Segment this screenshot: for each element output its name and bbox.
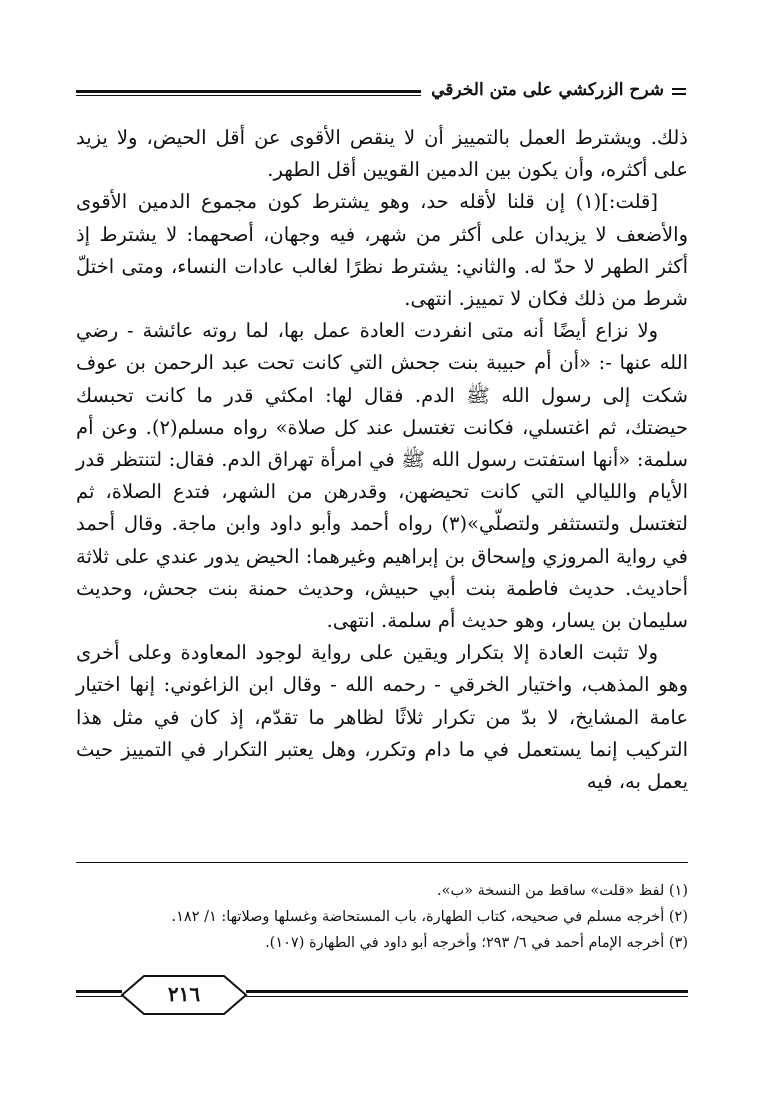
page-number-rule-left-thin — [76, 996, 122, 997]
paragraph: [قلت:](١) إن قلنا لأقله حد، وهو يشترط كون مجموع الدمين الأقوى والأضعف لا يزيدان على أكثر من شهر، فيه وجهان، أصحهما: لا يشترط إذ أكثر الطهر لا حدّ له. والثاني: يشترط نظرًا لغالب عادات النساء، ومتى اختلّ شرط من ذلك فكان لا تمييز. انتهى. — [76, 190, 688, 311]
header-rule — [76, 90, 421, 96]
footnote-separator — [76, 862, 688, 863]
page-number-rule-left — [76, 990, 122, 993]
footnote: (٣) أخرجه الإمام أحمد في ٦/ ٢٩٣؛ وأخرجه أبو داود في الطهارة (١٠٧). — [265, 935, 688, 951]
header-mark — [672, 88, 686, 95]
running-header — [76, 80, 686, 112]
header-title: شرح الزركشي على متن الخرقي — [431, 80, 664, 100]
page-number: ٢١٦ — [167, 982, 201, 1006]
page-number-frame — [120, 974, 248, 1016]
page-number-rule-right-thin — [246, 996, 688, 997]
paragraph: ذلك. ويشترط العمل بالتمييز أن لا ينقص الأقوى عن أقل الحيض، ولا يزيد على أكثره، وأن يكون بين الدمين القويين أقل الطهر. — [76, 126, 688, 182]
footnote: (١) لفظ «قلت» ساقط من النسخة «ب». — [437, 883, 688, 899]
page-number-rule-right — [246, 990, 688, 993]
body-text — [76, 122, 688, 798]
paragraph: ولا نزاع أيضًا أنه متى انفردت العادة عمل بها، لما روته عائشة - رضي الله عنها -: «أن أم حبيبة بنت جحش التي كانت تحت عبد الرحمن بن عوف شكت إلى رسول الله ﷺ الدم. فقال لها: امكثي قدر ما كانت تحبسك حيضتك، ثم اغتسلي، فكانت تغتسل عند كل صلاة» رواه مسلم(٢). وعن أم سلمة: «أنها استفتت رسول الله ﷺ في امرأة تهراق الدم. فقال: لتنتظر قدر الأيام والليالي التي كانت تحيضهن، وقدرهن من الشهر، فتدع الصلاة، ثم لتغتسل ولتستثفر ولتصلّي»(٣) رواه أحمد وأبو داود وابن ماجة. وقال أحمد في رواية المروزي وإسحاق بن إبراهيم وغيرهما: الحيض يدور عندي على ثلاثة أحاديث. حديث فاطمة بنت أبي حبيش، وحديث حمنة بنت جحش، وحديث سليمان بن يسار، وهو حديث أم سلمة. انتهى. — [76, 319, 688, 633]
footnote: (٢) أخرجه مسلم في صحيحه، كتاب الطهارة، باب المستحاضة وغسلها وصلاتها: ١/ ١٨٢. — [171, 909, 688, 925]
footnotes — [76, 878, 688, 956]
paragraph: ولا تثبت العادة إلا بتكرار ويقين على رواية لوجود المعاودة وعلى أخرى وهو المذهب، واختيار الخرقي - رحمه الله - وقال ابن الزاغوني: إنها اختيار عامة المشايخ، لا بدّ من تكرار ثلاثًا لظاهر ما تقدّم، إذ كان في مثل هذا التركيب إنما يستعمل في ما دام وتكرر، وهل يعتبر التكرار في التمييز حيث يعمل به، فيه — [76, 641, 688, 794]
